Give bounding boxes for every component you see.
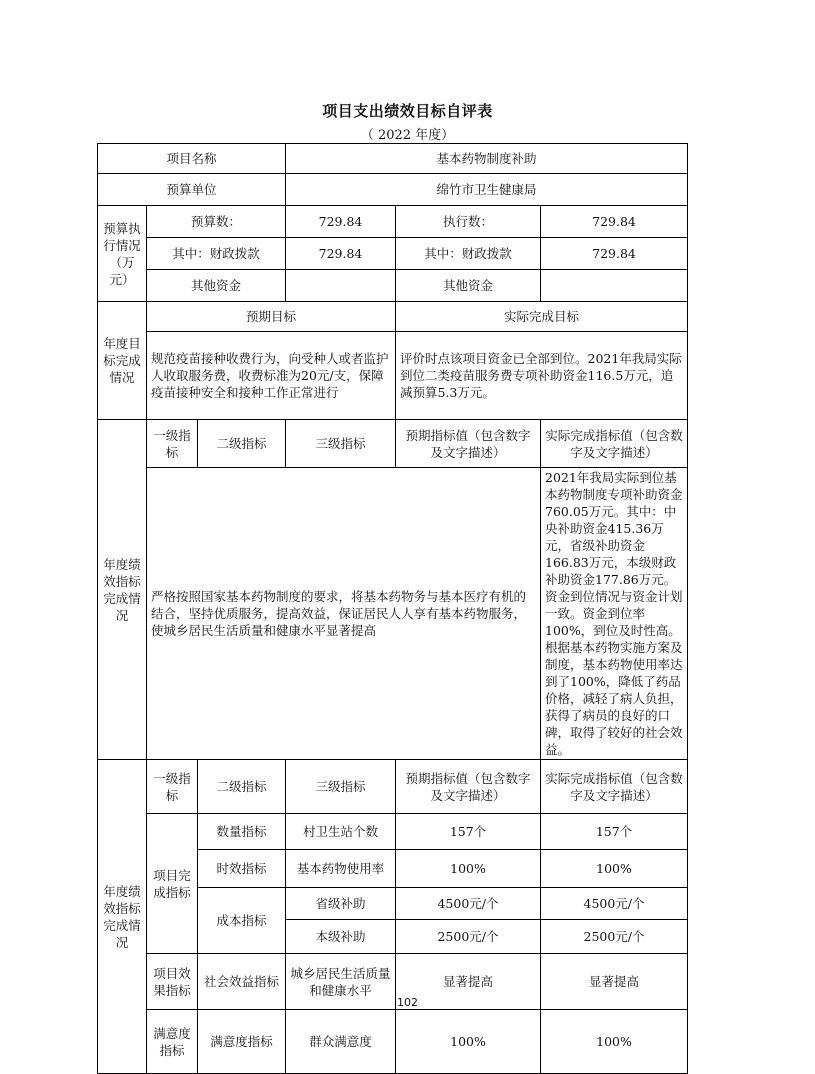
fiscal-exec-label: 其中：财政拨款 <box>396 238 541 270</box>
indicator-row <box>98 814 688 850</box>
project-row <box>98 144 688 174</box>
goal-actual-header: 实际完成目标 <box>396 302 688 332</box>
indicator-expected: 2500元/个 <box>396 920 541 954</box>
page-number: 102 <box>397 996 418 1009</box>
perf2-header-expected: 预期指标值（包含数字及文字描述） <box>396 760 541 814</box>
goal-header-row <box>98 302 688 332</box>
perf1-actual-text: 2021年我局实际到位基本药物制度专项补助资金760.05万元。其中：中央补助资金415.36万元，省级补助资金166.83万元，本级财政补助资金177.86万元。资金到位情况与资金计划一致。资金到位率100%，到位及时性高。根据基本药物实施方案及制度，基本药物使用率达到了100%，降低了药品价格，减轻了病人负担，获得了病员的良好的口碑，取得了较好的社会效益。 <box>541 468 688 760</box>
perf2-header-level1: 一级指标 <box>147 760 198 814</box>
perf1-section-label: 年度绩效指标完成情况 <box>98 420 147 760</box>
other-funds-label: 其他资金 <box>147 270 286 302</box>
perf1-header-row <box>98 420 688 468</box>
project-label: 项目名称 <box>98 144 286 174</box>
perf1-header-actual: 实际完成指标值（包含数字及文字描述） <box>541 420 688 468</box>
page-title: 项目支出绩效目标自评表 <box>322 102 493 120</box>
indicator-expected: 显著提高 <box>396 954 541 1010</box>
indicator-actual: 157个 <box>541 814 688 850</box>
other-funds-budget <box>286 270 396 302</box>
goal-content-row <box>98 332 688 420</box>
indicator-actual: 100% <box>541 850 688 888</box>
exec-label: 执行数： <box>396 206 541 238</box>
perf2-header-row <box>98 760 688 814</box>
goal-expected-text: 规范疫苗接种收费行为，向受种人或者监护人收取服务费，收费标准为20元/支，保障疫苗接种安全和接种工作正常进行 <box>147 332 396 420</box>
perf2-header-actual: 实际完成指标值（包含数字及文字描述） <box>541 760 688 814</box>
indicator-name: 城乡居民生活质量和健康水平 <box>286 954 396 1010</box>
exec-value: 729.84 <box>541 206 688 238</box>
other-funds-exec <box>541 270 688 302</box>
other-funds-row <box>98 270 688 302</box>
fiscal-label: 其中：财政拨款 <box>147 238 286 270</box>
indicator-actual: 显著提高 <box>541 954 688 1010</box>
indicator-name: 基本药物使用率 <box>286 850 396 888</box>
unit-row <box>98 174 688 206</box>
evaluation-table <box>97 143 688 1074</box>
perf1-expected-text: 严格按照国家基本药物制度的要求，将基本药物务与基本医疗有机的结合，坚持优质服务，提高效益，保证居民人人享有基本药物服务，使城乡居民生活质量和健康水平显著提高 <box>147 468 541 760</box>
perf1-header-level1: 一级指标 <box>147 420 198 468</box>
unit-value: 绵竹市卫生健康局 <box>286 174 688 206</box>
satisfaction-level1-label: 满意度指标 <box>147 1010 198 1074</box>
perf1-header-level2: 二级指标 <box>198 420 286 468</box>
unit-label: 预算单位 <box>98 174 286 206</box>
social-indicator-label: 社会效益指标 <box>198 954 286 1010</box>
perf2-header-level3: 三级指标 <box>286 760 396 814</box>
completion-indicator-label: 项目完成指标 <box>147 814 198 954</box>
indicator-actual: 2500元/个 <box>541 920 688 954</box>
satisfaction-level2-label: 满意度指标 <box>198 1010 286 1074</box>
budget-row <box>98 206 688 238</box>
indicator-name: 群众满意度 <box>286 1010 396 1074</box>
budget-label: 预算数： <box>147 206 286 238</box>
indicator-expected: 157个 <box>396 814 541 850</box>
goal-section-label: 年度目标完成情况 <box>98 302 147 420</box>
goal-actual-text: 评价时点该项目资金已全部到位。2021年我局实际到位二类疫苗服务费专项补助资金116.5万元，追减预算5.3万元。 <box>396 332 688 420</box>
perf1-header-expected: 预期指标值（包含数字及文字描述） <box>396 420 541 468</box>
perf1-header-level3: 三级指标 <box>286 420 396 468</box>
indicator-name: 省级补助 <box>286 888 396 920</box>
page-subtitle: （ 2022 年度） <box>360 128 455 143</box>
cost-indicator-label: 成本指标 <box>198 888 286 954</box>
indicator-expected: 4500元/个 <box>396 888 541 920</box>
project-value: 基本药物制度补助 <box>286 144 688 174</box>
budget-section-label: 预算执行情况（万元） <box>98 206 147 302</box>
timeliness-indicator-label: 时效指标 <box>198 850 286 888</box>
indicator-actual: 100% <box>541 1010 688 1074</box>
indicator-row <box>98 1010 688 1074</box>
perf2-section-label: 年度绩效指标完成情况 <box>98 760 147 1074</box>
indicator-name: 本级补助 <box>286 920 396 954</box>
fiscal-budget-value: 729.84 <box>286 238 396 270</box>
fiscal-exec-value: 729.84 <box>541 238 688 270</box>
indicator-actual: 4500元/个 <box>541 888 688 920</box>
fiscal-row <box>98 238 688 270</box>
indicator-expected: 100% <box>396 1010 541 1074</box>
perf2-header-level2: 二级指标 <box>198 760 286 814</box>
perf1-content-row <box>98 468 688 760</box>
indicator-name: 村卫生站个数 <box>286 814 396 850</box>
budget-value: 729.84 <box>286 206 396 238</box>
other-funds-exec-label: 其他资金 <box>396 270 541 302</box>
quantity-indicator-label: 数量指标 <box>198 814 286 850</box>
effect-indicator-label: 项目效果指标 <box>147 954 198 1010</box>
indicator-expected: 100% <box>396 850 541 888</box>
goal-expected-header: 预期目标 <box>147 302 396 332</box>
